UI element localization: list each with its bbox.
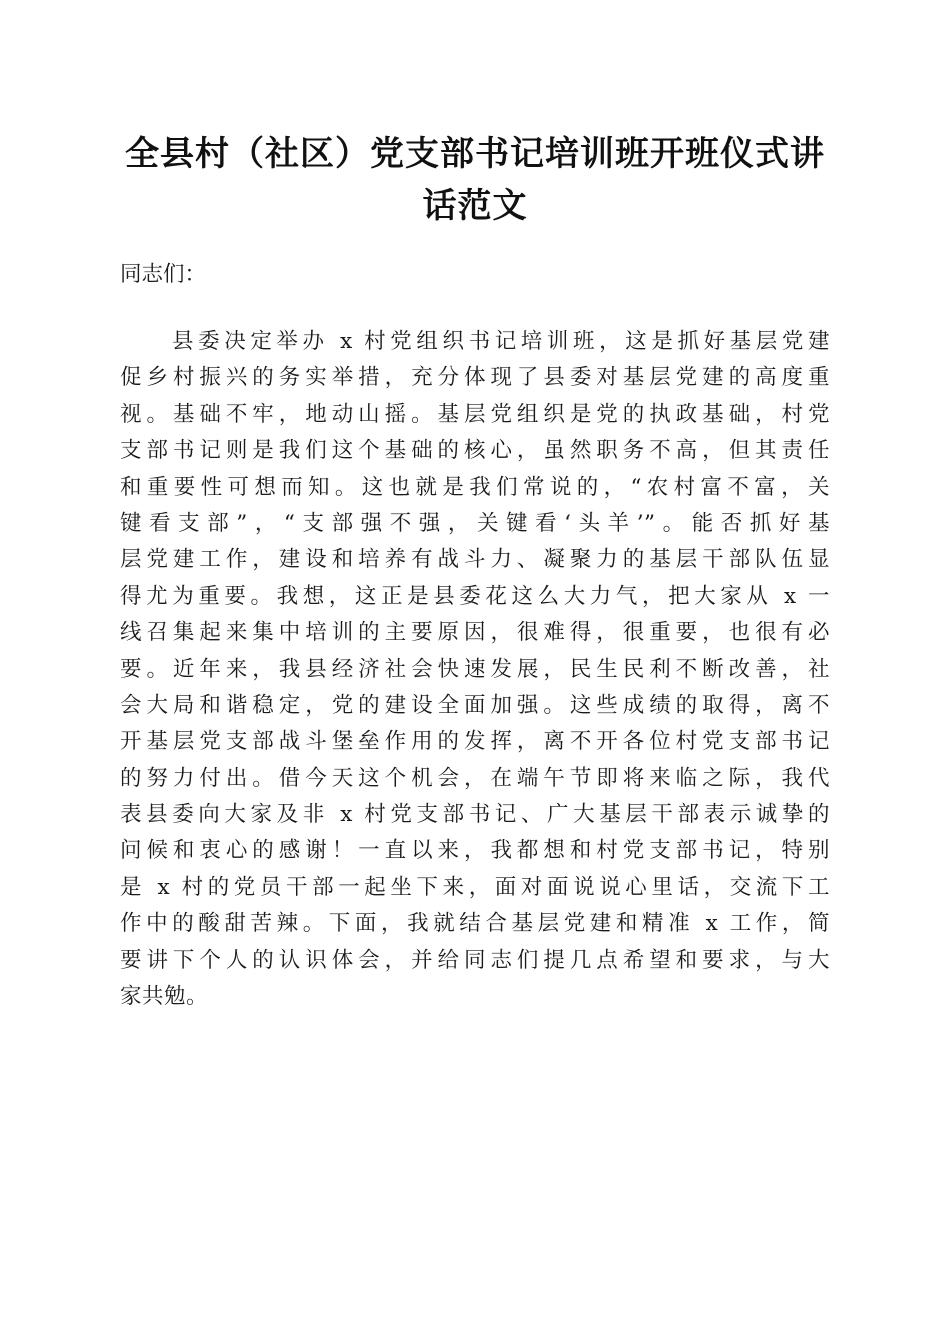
- paragraph-line: 的努力付出。借今天这个机会，在端午节即将来临之际，我代: [120, 765, 830, 791]
- paragraph-line: 和重要性可想而知。这也就是我们常说的，“农村富不富，关: [120, 474, 830, 500]
- document-title: [110, 128, 840, 232]
- paragraph-line: 表县委向大家及非 x 村党支部书记、广大基层干部表示诚挚的: [120, 802, 830, 828]
- paragraph-line: 支部书记则是我们这个基础的核心，虽然职务不高，但其责任: [120, 438, 830, 464]
- paragraph-line: 键看支部”，“支部强不强，关键看‘头羊’”。能否抓好基: [120, 510, 830, 536]
- paragraph-line: 要。近年来，我县经济社会快速发展，民生民利不断改善，社: [120, 656, 830, 682]
- paragraph-line: 视。基础不牢，地动山摇。基层党组织是党的执政基础，村党: [120, 401, 830, 427]
- paragraph-line: 会大局和谐稳定，党的建设全面加强。这些成绩的取得，离不: [120, 692, 830, 718]
- paragraph-line: 问候和衷心的感谢！一直以来，我都想和村党支部书记，特别: [120, 838, 830, 864]
- paragraph-line: 县委决定举办 x 村党组织书记培训班，这是抓好基层党建: [172, 329, 830, 354]
- title-line: 全县村（社区）党支部书记培训班开班仪式讲: [125, 134, 825, 174]
- paragraph-line: 要讲下个人的认识体会，并给同志们提几点希望和要求，与大: [120, 947, 830, 973]
- title-line: 话范文: [422, 186, 528, 226]
- paragraph-line: 作中的酸甜苦辣。下面，我就结合基层党建和精准 x 工作，简: [120, 911, 830, 937]
- paragraph-line: 家共勉。: [120, 984, 209, 1010]
- paragraph-line: 线召集起来集中培训的主要原因，很难得，很重要，也很有必: [120, 620, 830, 646]
- paragraph-line: 是 x 村的党员干部一起坐下来，面对面说说心里话，交流下工: [120, 874, 830, 900]
- paragraph-line: 层党建工作，建设和培养有战斗力、凝聚力的基层干部队伍显: [120, 547, 830, 573]
- salutation: 同志们：: [120, 262, 207, 287]
- paragraph-line: 促乡村振兴的务实举措，充分体现了县委对基层党建的高度重: [120, 365, 830, 391]
- paragraph-line: 得尤为重要。我想，这正是县委花这么大力气，把大家从 x 一: [120, 583, 830, 609]
- body-paragraph: [120, 324, 830, 1015]
- paragraph-line: 开基层党支部战斗堡垒作用的发挥，离不开各位村党支部书记: [120, 729, 830, 755]
